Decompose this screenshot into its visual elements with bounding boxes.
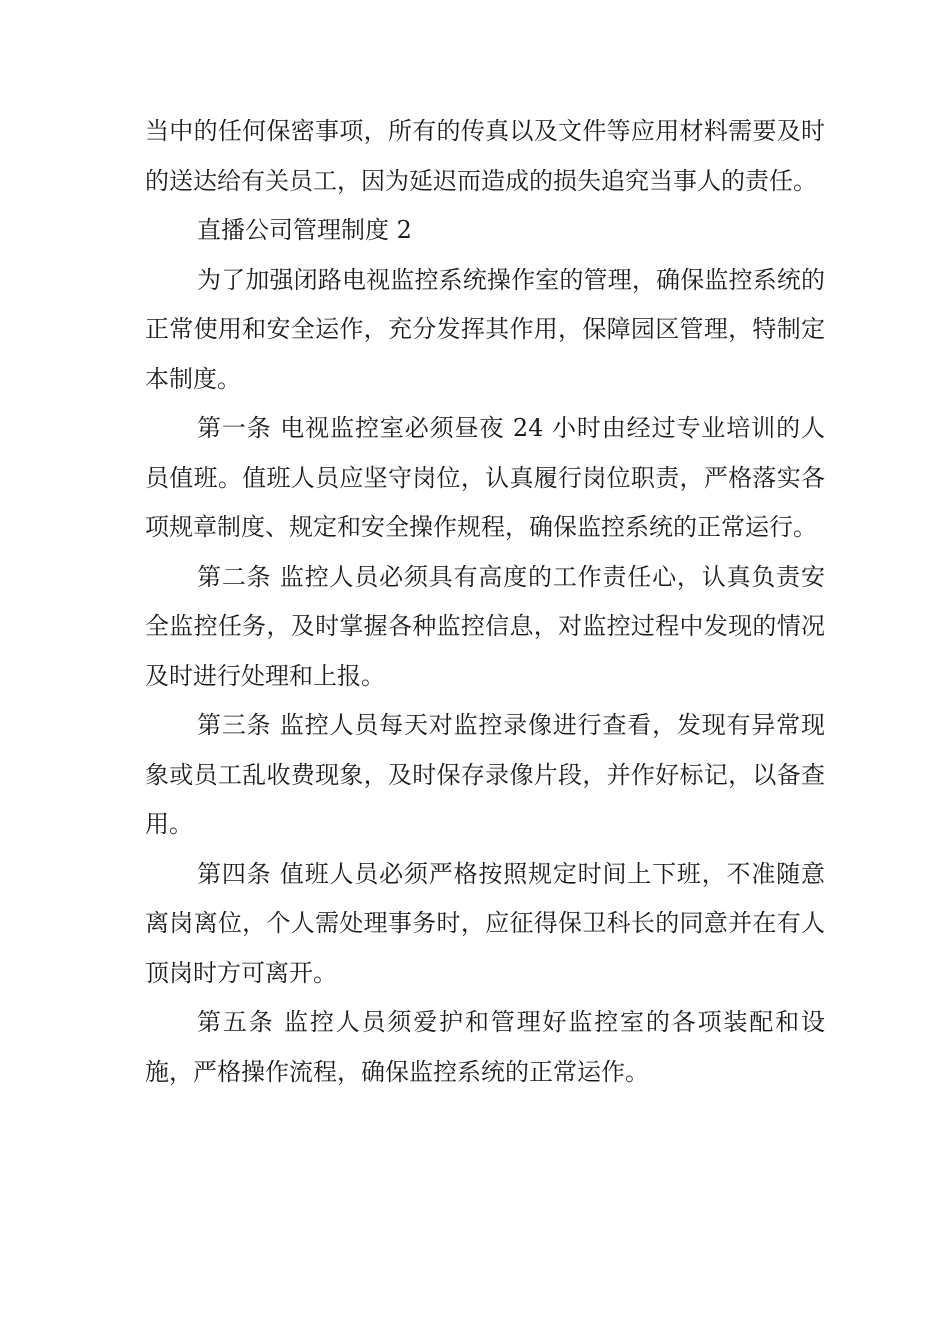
- continuation-paragraph: 当中的任何保密事项，所有的传真以及文件等应用材料需要及时的送达给有关员工，因为延迟而造成的损失追究当事人的责任。: [145, 117, 825, 195]
- article-4: 第四条 值班人员必须严格按照规定时间上下班，不准随意离岗离位，个人需处理事务时，应征得保卫科长的同意并在有人顶岗时方可离开。: [145, 859, 825, 987]
- article-3: 第三条 监控人员每天对监控录像进行查看，发现有异常现象或员工乱收费现象，及时保存录像片段，并作好标记，以备查用。: [145, 711, 825, 838]
- document-page: [145, 107, 825, 1097]
- section-title: 直播公司管理制度 2: [197, 216, 412, 244]
- article-5: 第五条 监控人员须爱护和管理好监控室的各项装配和设施，严格操作流程，确保监控系统的正常运作。: [145, 1008, 825, 1086]
- article-1: 第一条 电视监控室必须昼夜 24 小时由经过专业培训的人员值班。值班人员应坚守岗位，认真履行岗位职责，严格落实各项规章制度、规定和安全操作规程，确保监控系统的正常运行。: [145, 414, 825, 541]
- intro-paragraph: 为了加强闭路电视监控系统操作室的管理，确保监控系统的正常使用和安全运作，充分发挥其作用，保障园区管理，特制定本制度。: [145, 265, 825, 393]
- article-2: 第二条 监控人员必须具有高度的工作责任心，认真负责安全监控任务，及时掌握各种监控信息，对监控过程中发现的情况及时进行处理和上报。: [145, 562, 825, 690]
